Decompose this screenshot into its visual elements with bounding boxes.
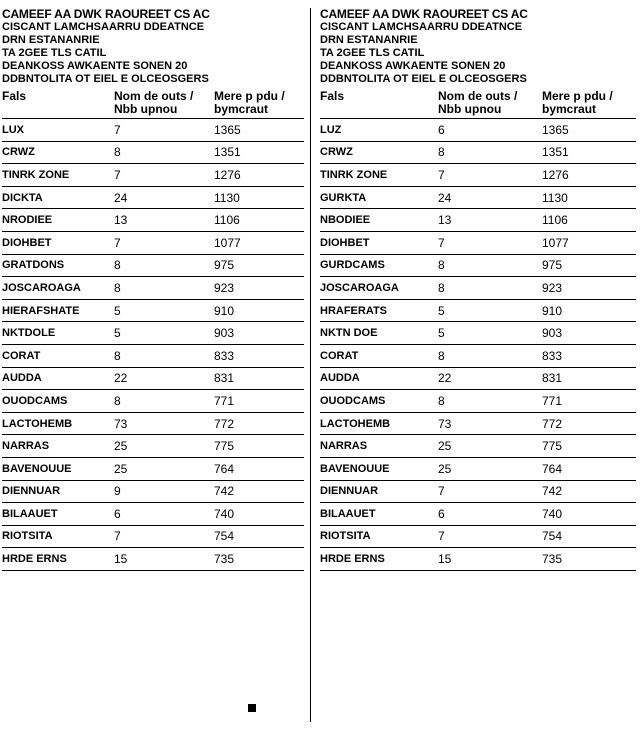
- table-row: [320, 187, 636, 210]
- table-row: [320, 435, 636, 458]
- table-row: [320, 300, 636, 323]
- right-header-line-4: TA 2GEE TLS CATIL: [320, 47, 425, 59]
- row-name: AUDDA: [2, 372, 42, 385]
- row-value: 1276: [542, 167, 569, 182]
- row-value: 1106: [214, 213, 240, 228]
- table-row: [320, 322, 636, 345]
- row-count: 25: [114, 461, 128, 476]
- row-name: BAVENOUUE: [320, 462, 390, 475]
- row-count: 5: [114, 326, 121, 341]
- column-header-count: Nom de outs / Nbb upnou: [114, 89, 194, 116]
- row-value: 975: [542, 258, 563, 273]
- row-value: 740: [214, 506, 235, 521]
- row-name: TINRK ZONE: [320, 168, 388, 181]
- row-value: 775: [542, 439, 563, 454]
- table-row: [2, 232, 304, 255]
- table-row: [2, 322, 304, 345]
- row-name: HRDE ERNS: [320, 553, 385, 566]
- row-name: LACTOHEMB: [2, 417, 73, 430]
- row-value: 1351: [542, 145, 569, 160]
- row-value: 923: [542, 280, 563, 295]
- row-name: GRATDONS: [2, 259, 65, 272]
- right-header-line-5: DEANKOSS AWKAENTE SONEN 20: [320, 60, 506, 72]
- column-header-value: Mere p pdu / bymcraut: [214, 89, 285, 116]
- right-table-header: [320, 90, 636, 119]
- row-count: 8: [114, 145, 121, 160]
- row-value: 764: [542, 461, 563, 476]
- left-header-line-6: DDBNTOLITA OT EIEL E OLCEOSGERS: [2, 73, 209, 85]
- row-value: 910: [214, 303, 235, 318]
- row-value: 1077: [214, 235, 241, 250]
- table-row: [2, 164, 304, 187]
- left-header-line-2: CISCANT LAMCHSAARRU DDEATNCE: [2, 21, 205, 33]
- table-row: [2, 142, 304, 165]
- row-count: 7: [438, 235, 445, 250]
- row-value: 771: [542, 393, 563, 408]
- table-row: [320, 526, 636, 549]
- column-header-name: Fals: [320, 89, 345, 103]
- table-row: [2, 503, 304, 526]
- left-header: [2, 8, 304, 86]
- row-value: 772: [542, 416, 563, 431]
- table-row: [320, 142, 636, 165]
- row-value: 1276: [214, 167, 241, 182]
- row-name: NKTDOLE: [2, 327, 56, 340]
- table-row: [2, 300, 304, 323]
- row-value: 742: [542, 484, 563, 499]
- row-count: 8: [438, 258, 445, 273]
- row-value: 831: [542, 371, 563, 386]
- row-value: 975: [214, 258, 235, 273]
- row-value: 754: [542, 529, 563, 544]
- table-row: [2, 255, 304, 278]
- row-count: 5: [114, 303, 121, 318]
- row-name: CRWZ: [2, 146, 35, 159]
- row-name: RIOTSITA: [2, 530, 53, 543]
- column-header-count: Nom de outs / Nbb upnou: [438, 89, 518, 116]
- row-count: 5: [438, 303, 445, 318]
- row-value: 833: [542, 348, 563, 363]
- row-count: 7: [114, 235, 121, 250]
- row-name: NARRAS: [2, 440, 50, 453]
- row-value: 735: [214, 552, 235, 567]
- row-name: DIENNUAR: [320, 485, 379, 498]
- row-name: CORAT: [320, 349, 359, 362]
- right-header-line-2: CISCANT LAMCHSAARRU DDEATNCE: [320, 21, 523, 33]
- left-header-line-4: TA 2GEE TLS CATIL: [2, 47, 107, 59]
- left-table-header: [2, 90, 304, 119]
- right-header: [320, 8, 636, 86]
- row-name: NRODIEE: [2, 214, 53, 227]
- row-value: 740: [542, 506, 563, 521]
- row-value: 742: [214, 484, 235, 499]
- row-count: 73: [438, 416, 452, 431]
- row-count: 25: [438, 439, 452, 454]
- row-count: 8: [438, 280, 445, 295]
- row-count: 7: [114, 122, 121, 137]
- right-table-body: [320, 119, 636, 571]
- table-row: [320, 413, 636, 436]
- table-row: [320, 368, 636, 391]
- row-count: 7: [438, 529, 445, 544]
- table-row: [320, 345, 636, 368]
- row-name: JOSCAROAGA: [320, 281, 399, 294]
- row-value: 1365: [542, 122, 569, 137]
- row-count: 8: [114, 393, 121, 408]
- row-value: 1351: [214, 145, 241, 160]
- table-row: [2, 413, 304, 436]
- table-row: [2, 481, 304, 504]
- row-value: 1130: [542, 190, 568, 205]
- row-value: 1130: [214, 190, 240, 205]
- table-row: [2, 548, 304, 571]
- left-header-line-5: DEANKOSS AWKAENTE SONEN 20: [2, 60, 188, 72]
- table-row: [2, 435, 304, 458]
- row-value: 1077: [542, 235, 569, 250]
- row-count: 22: [438, 371, 452, 386]
- row-name: DICKTA: [2, 191, 43, 204]
- table-row: [320, 164, 636, 187]
- row-name: LUX: [2, 123, 24, 136]
- table-row: [320, 209, 636, 232]
- row-value: 1106: [542, 213, 568, 228]
- left-column: [2, 8, 304, 571]
- row-count: 8: [438, 393, 445, 408]
- table-row: [2, 277, 304, 300]
- row-name: NKTN DOE: [320, 327, 378, 340]
- left-header-line-3: DRN ESTANANRIE: [2, 34, 100, 46]
- row-name: GURKTA: [320, 191, 367, 204]
- row-name: TINRK ZONE: [2, 168, 70, 181]
- row-name: BILAAUET: [2, 507, 58, 520]
- column-header-value: Mere p pdu / bymcraut: [542, 89, 613, 116]
- left-header-line-1: CAMEEF AA DWK RAOUREET CS AC: [2, 8, 210, 21]
- row-count: 7: [114, 529, 121, 544]
- row-count: 22: [114, 371, 128, 386]
- table-row: [320, 390, 636, 413]
- row-value: 910: [542, 303, 563, 318]
- row-value: 1365: [214, 122, 241, 137]
- row-name: RIOTSITA: [320, 530, 371, 543]
- end-mark: [248, 704, 256, 712]
- left-table-body: [2, 119, 304, 571]
- row-name: HIERAFSHATE: [2, 304, 80, 317]
- right-column: [320, 8, 636, 571]
- row-count: 73: [114, 416, 128, 431]
- right-header-line-6: DDBNTOLITA OT EIEL E OLCEOSGERS: [320, 73, 527, 85]
- row-name: HRAFERATS: [320, 304, 388, 317]
- table-row: [2, 458, 304, 481]
- right-header-line-3: DRN ESTANANRIE: [320, 34, 418, 46]
- table-row: [320, 458, 636, 481]
- row-name: NBODIEE: [320, 214, 371, 227]
- row-count: 13: [438, 213, 452, 228]
- row-count: 8: [114, 258, 121, 273]
- table-row: [2, 119, 304, 142]
- row-count: 6: [438, 506, 445, 521]
- row-name: BILAAUET: [320, 507, 376, 520]
- row-count: 13: [114, 213, 128, 228]
- row-count: 15: [438, 552, 452, 567]
- row-name: AUDDA: [320, 372, 360, 385]
- row-name: OUODCAMS: [2, 394, 68, 407]
- row-count: 6: [438, 122, 445, 137]
- right-header-line-1: CAMEEF AA DWK RAOUREET CS AC: [320, 8, 528, 21]
- table-row: [320, 255, 636, 278]
- row-count: 8: [114, 348, 121, 363]
- row-count: 7: [438, 484, 445, 499]
- row-count: 7: [114, 167, 121, 182]
- row-name: HRDE ERNS: [2, 553, 67, 566]
- row-name: DIOHBET: [2, 236, 52, 249]
- row-value: 903: [214, 326, 235, 341]
- table-row: [2, 345, 304, 368]
- row-count: 25: [438, 461, 452, 476]
- row-value: 903: [542, 326, 563, 341]
- table-row: [320, 548, 636, 571]
- row-name: LUZ: [320, 123, 342, 136]
- row-value: 775: [214, 439, 235, 454]
- table-row: [320, 119, 636, 142]
- row-count: 6: [114, 506, 121, 521]
- row-count: 5: [438, 326, 445, 341]
- row-name: CORAT: [2, 349, 41, 362]
- row-value: 764: [214, 461, 235, 476]
- row-count: 8: [438, 145, 445, 160]
- row-name: OUODCAMS: [320, 394, 386, 407]
- row-count: 7: [438, 167, 445, 182]
- row-value: 831: [214, 371, 235, 386]
- table-row: [2, 390, 304, 413]
- row-name: JOSCAROAGA: [2, 281, 81, 294]
- row-count: 15: [114, 552, 128, 567]
- table-row: [320, 481, 636, 504]
- row-count: 8: [114, 280, 121, 295]
- row-value: 771: [214, 393, 235, 408]
- row-name: DIOHBET: [320, 236, 370, 249]
- table-row: [2, 187, 304, 210]
- row-name: LACTOHEMB: [320, 417, 391, 430]
- table-row: [2, 526, 304, 549]
- row-value: 772: [214, 416, 235, 431]
- table-row: [2, 209, 304, 232]
- row-value: 754: [214, 529, 235, 544]
- row-value: 735: [542, 552, 563, 567]
- column-header-name: Fals: [2, 89, 27, 103]
- table-row: [320, 232, 636, 255]
- row-value: 923: [214, 280, 235, 295]
- row-count: 24: [438, 190, 452, 205]
- table-row: [320, 503, 636, 526]
- table-row: [2, 368, 304, 391]
- row-name: NARRAS: [320, 440, 368, 453]
- row-name: CRWZ: [320, 146, 353, 159]
- row-count: 25: [114, 439, 128, 454]
- row-value: 833: [214, 348, 235, 363]
- column-divider: [310, 8, 311, 722]
- row-name: GURDCAMS: [320, 259, 385, 272]
- row-count: 8: [438, 348, 445, 363]
- table-row: [320, 277, 636, 300]
- row-name: BAVENOUUE: [2, 462, 72, 475]
- row-name: DIENNUAR: [2, 485, 61, 498]
- row-count: 9: [114, 484, 121, 499]
- row-count: 24: [114, 190, 128, 205]
